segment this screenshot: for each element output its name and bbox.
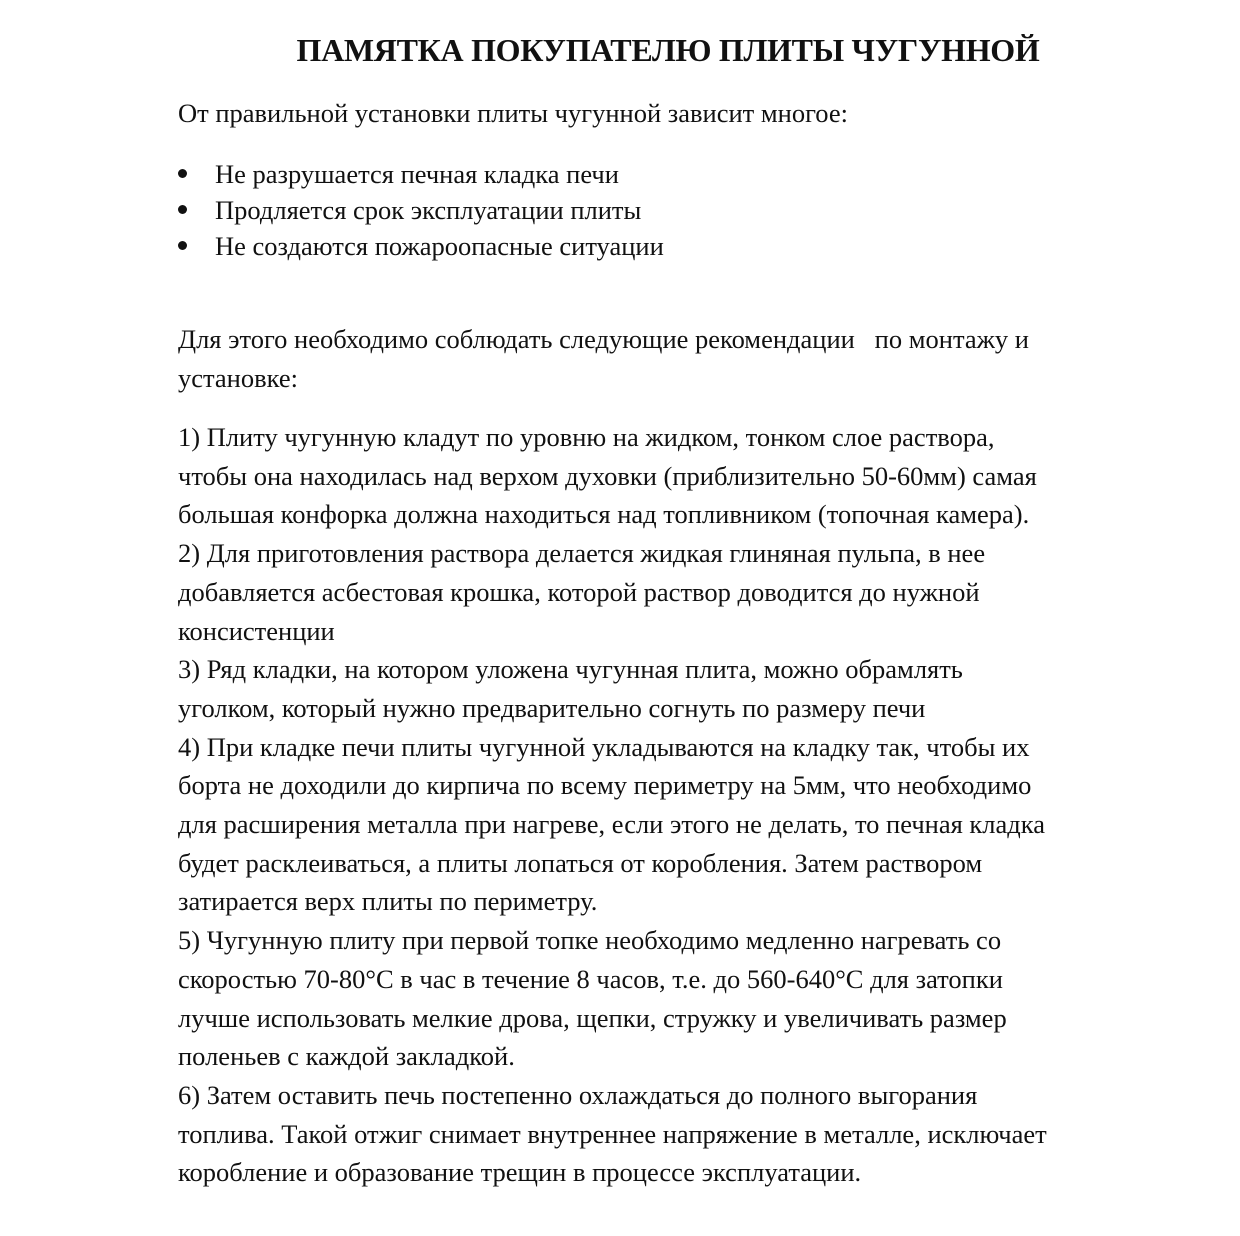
text-line: поленьев с каждой закладкой.: [178, 1041, 515, 1072]
intro-paragraph: От правильной установки плиты чугунной зависит многое:: [178, 98, 848, 128]
bullet-icon: [178, 205, 187, 214]
text-line: 6) Затем оставить печь постепенно охлаждаться до полного выгорания: [178, 1079, 978, 1110]
text-line: большая конфорка должна находиться над топливником (топочная камера).: [178, 499, 1030, 530]
text-line: 2) Для приготовления раствора делается жидкая глиняная пульпа, в нее: [178, 538, 986, 569]
text-line: для расширения металла при нагреве, если этого не делать, то печная кладка: [178, 809, 1046, 840]
bullet-text: Не разрушается печная кладка печи: [215, 159, 619, 189]
text-line: 3) Ряд кладки, на котором уложена чугунная плита, можно обрамлять: [178, 654, 963, 685]
bullet-text: Продляется срок эксплуатации плиты: [215, 195, 642, 225]
text-line: уголком, который нужно предварительно согнуть по размеру печи: [178, 692, 926, 723]
text-line: будет расклеиваться, а плиты лопаться от коробления. Затем раствором: [178, 847, 983, 878]
bullet-icon: [178, 241, 187, 250]
steps-list: [178, 418, 1158, 1192]
text-line: 1) Плиту чугунную кладут по уровню на жидком, тонком слое раствора,: [178, 422, 995, 452]
text-line: коробление и образование трещин в процессе эксплуатации.: [178, 1157, 862, 1188]
text-line: борта не доходили до кирпича по всему периметру на 5мм, что необходимо: [178, 770, 1032, 801]
text-line: чтобы она находилась над верхом духовки (приблизительно 50-60мм) самая: [178, 460, 1037, 491]
text-line: скоростью 70-80°С в час в течение 8 часов, т.е. до 560-640°С для затопки: [178, 963, 1003, 994]
recommendation-paragraph: [178, 320, 1158, 397]
bullet-item: [178, 156, 1138, 192]
document-title: ПАМЯТКА ПОКУПАТЕЛЮ ПЛИТЫ ЧУГУННОЙ: [296, 32, 1040, 68]
text-line: лучше использовать мелкие дрова, щепки, стружку и увеличивать размер: [178, 1002, 1007, 1033]
bullet-icon: [178, 169, 187, 178]
bullet-item: [178, 192, 1138, 228]
text-line: топлива. Такой отжиг снимает внутреннее напряжение в металле, исключает: [178, 1118, 1047, 1149]
text-line: добавляется асбестовая крошка, которой раствор доводится до нужной: [178, 576, 980, 607]
text-line: установке:: [178, 362, 298, 393]
text-line: консистенции: [178, 615, 335, 646]
text-line: затирается верх плиты по периметру.: [178, 886, 598, 917]
text-line: 5) Чугунную плиту при первой топке необходимо медленно нагревать со: [178, 925, 1002, 956]
text-line: 4) При кладке печи плиты чугунной укладываются на кладку так, чтобы их: [178, 731, 1030, 762]
text-line: Для этого необходимо соблюдать следующие рекомендации по монтажу и: [178, 324, 1029, 354]
bullet-text: Не создаются пожароопасные ситуации: [215, 231, 664, 261]
bullet-list: [178, 156, 1138, 264]
bullet-item: [178, 228, 1138, 264]
